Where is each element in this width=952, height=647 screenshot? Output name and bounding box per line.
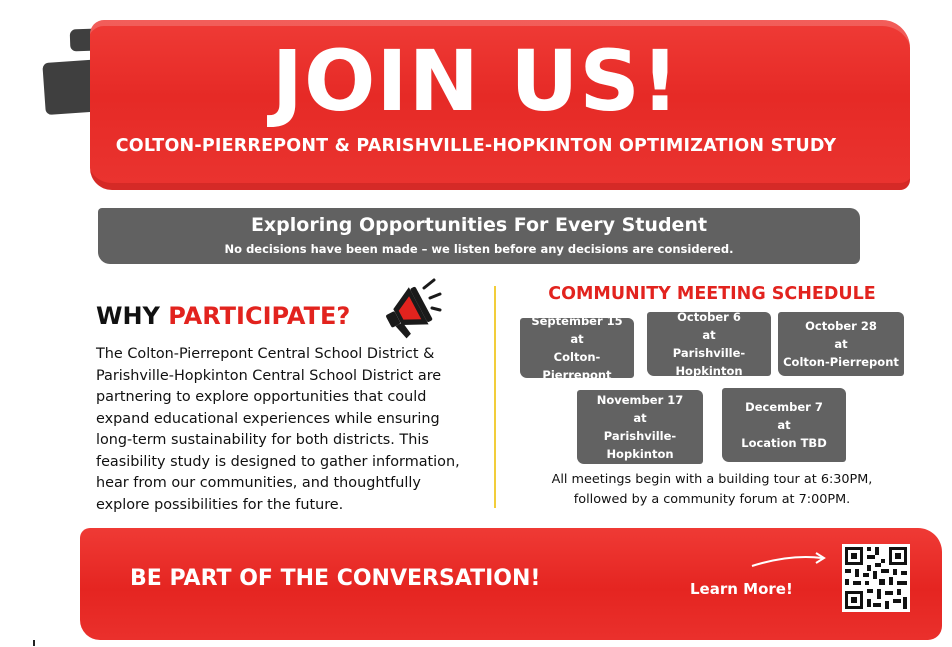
- meeting-card: [520, 314, 634, 382]
- page-title: JOIN US!: [271, 32, 681, 130]
- tagline-sub: No decisions have been made – we listen before any decisions are considered.: [224, 242, 734, 256]
- megaphone-icon: [376, 278, 442, 344]
- why-body: The Colton-Pierrepont Central School District & Parishville-Hopkinton Central School District are partnering to explore opportunities that could expand educational experiences while ensuring long-term sustainability for both districts. This feasibility study is designed to gather information, hear from our communities, and thoughtfully explore possibilities for the future.: [96, 346, 460, 513]
- column-divider: [494, 286, 496, 508]
- arrow-icon: [750, 550, 830, 570]
- why-heading-black: WHY: [96, 302, 160, 330]
- meeting-card: [778, 312, 904, 376]
- meeting-at: at: [633, 411, 647, 425]
- meeting-date: October 6: [677, 310, 741, 324]
- qr-code-icon[interactable]: [842, 544, 910, 612]
- schedule-note-line-1: All meetings begin with a building tour at 6:30PM,: [551, 472, 873, 487]
- meeting-location: Colton-Pierrepont: [783, 355, 899, 369]
- meeting-date: November 17: [596, 393, 684, 407]
- meeting-location: Location TBD: [741, 436, 827, 450]
- schedule-title: COMMUNITY MEETING SCHEDULE: [548, 284, 876, 304]
- schedule-note-line-2: followed by a community forum at 7:00PM.: [573, 492, 851, 507]
- meeting-location: Colton-Pierrepont: [542, 350, 612, 382]
- meeting-date: December 7: [745, 400, 823, 414]
- why-heading: [96, 302, 350, 330]
- meeting-date: September 15: [531, 314, 623, 328]
- meeting-at: at: [570, 332, 584, 346]
- meeting-at: at: [702, 328, 716, 342]
- stray-mark: [33, 640, 35, 646]
- meeting-date: October 28: [805, 319, 877, 333]
- page-subtitle: COLTON-PIERREPONT & PARISHVILLE-HOPKINTON OPTIMIZATION STUDY: [115, 136, 837, 156]
- meeting-location: Parishville-Hopkinton: [672, 346, 746, 378]
- cta-text: BE PART OF THE CONVERSATION!: [130, 566, 541, 591]
- meeting-at: at: [777, 418, 791, 432]
- meeting-card: [647, 312, 771, 376]
- meeting-at: at: [834, 337, 848, 351]
- why-heading-red: PARTICIPATE?: [168, 302, 351, 330]
- meeting-card: [722, 388, 846, 462]
- meeting-location: Parishville-Hopkinton: [603, 429, 677, 461]
- learn-more-link[interactable]: Learn More!: [690, 580, 793, 598]
- meeting-card: [577, 390, 703, 464]
- tagline-main: Exploring Opportunities For Every Student: [250, 214, 708, 236]
- schedule-note: [506, 470, 918, 510]
